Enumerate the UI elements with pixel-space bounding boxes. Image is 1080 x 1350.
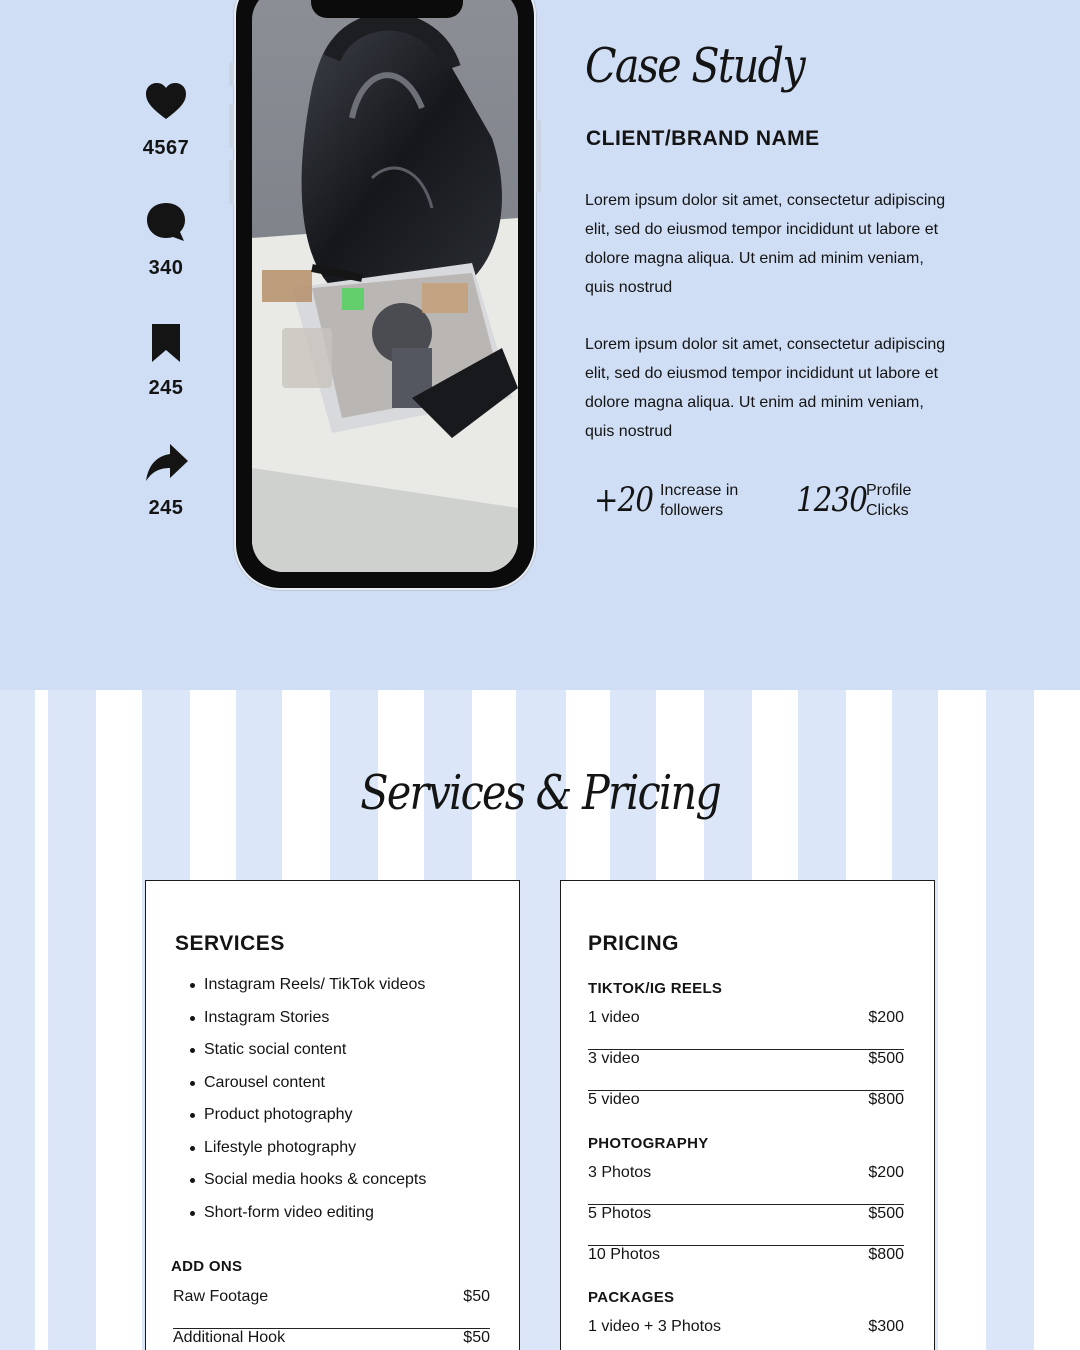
case-study-paragraph: Lorem ipsum dolor sit amet, consectetur adipiscing elit, sed do eiusmod tempor incididunt ut labore et dolore magna aliqua. Ut enim ad minim veniam, quis nostrud	[585, 192, 946, 296]
price-row	[588, 1091, 904, 1132]
phone-screen-photo	[252, 0, 518, 572]
price-row-name: Additional Hook	[173, 1329, 286, 1346]
price-row-price: $500	[868, 1050, 904, 1067]
list-item: Lifestyle photography	[190, 1135, 426, 1168]
phone-side-button	[229, 104, 234, 148]
metric-clicks-value: 1230	[796, 480, 867, 520]
phone-side-button	[229, 160, 234, 204]
services-list	[190, 972, 426, 1232]
price-row-price: $50	[463, 1329, 490, 1346]
price-row-price: $500	[868, 1205, 904, 1222]
comments-stat	[116, 200, 216, 280]
metric-label-line: Profile	[866, 482, 912, 499]
price-row-price: $800	[868, 1246, 904, 1263]
price-row	[173, 1288, 490, 1329]
metric-label-line: followers	[660, 502, 724, 519]
list-item: Carousel content	[190, 1070, 426, 1103]
list-item: Product photography	[190, 1102, 426, 1135]
services-heading: SERVICES	[175, 932, 285, 955]
metric-followers-value: +20	[594, 480, 654, 520]
likes-count: 4567	[142, 137, 190, 159]
product-photo	[252, 0, 518, 572]
price-row-name: 1 video	[588, 1009, 640, 1026]
price-row-price: $200	[868, 1164, 904, 1181]
price-row	[173, 1329, 490, 1350]
list-item: Social media hooks & concepts	[190, 1167, 426, 1200]
addons-heading: ADD ONS	[171, 1258, 243, 1275]
pricing-group-heading: TIKTOK/IG REELS	[588, 980, 723, 997]
saves-count: 245	[148, 377, 184, 399]
price-row-name: 3 Photos	[588, 1164, 652, 1181]
price-row-name: Raw Footage	[173, 1288, 269, 1305]
price-row-name: 3 video	[588, 1050, 640, 1067]
price-row-price: $800	[868, 1091, 904, 1108]
price-row	[588, 1164, 904, 1205]
price-row	[588, 1246, 904, 1287]
metric-clicks-label	[866, 481, 911, 521]
price-row-name: 1 video + 3 Photos	[588, 1318, 721, 1335]
services-pricing-title	[0, 765, 1080, 821]
client-brand-name: CLIENT/BRAND NAME	[586, 127, 820, 150]
list-item: Instagram Reels/ TikTok videos	[190, 972, 426, 1005]
comment-icon	[144, 200, 188, 244]
price-row-price: $50	[463, 1288, 490, 1305]
case-study-title: Case Study	[585, 38, 804, 94]
phone-side-button	[229, 62, 234, 86]
bookmark-icon	[144, 320, 188, 364]
case-study-paragraph: Lorem ipsum dolor sit amet, consectetur adipiscing elit, sed do eiusmod tempor incididunt ut labore et dolore magna aliqua. Ut enim ad minim veniam, quis nostrud	[585, 336, 946, 440]
price-row	[588, 1050, 904, 1091]
metric-followers-label	[660, 481, 738, 521]
price-row-name: 5 video	[588, 1091, 640, 1108]
price-row	[588, 1205, 904, 1246]
heart-icon	[144, 80, 188, 124]
list-item: Short-form video editing	[190, 1200, 426, 1233]
list-item: Static social content	[190, 1037, 426, 1070]
likes-stat	[116, 80, 216, 160]
price-row-price: $300	[868, 1318, 904, 1335]
metric-label-line: Increase in	[660, 482, 739, 499]
price-row-price: $200	[868, 1009, 904, 1026]
saves-stat	[116, 320, 216, 400]
shares-stat	[116, 440, 216, 520]
phone-mockup	[234, 0, 536, 590]
phone-side-button	[536, 120, 541, 192]
shares-count: 245	[148, 497, 184, 519]
list-item: Instagram Stories	[190, 1005, 426, 1038]
metric-label-line: Clicks	[866, 502, 909, 519]
price-row-name: 5 Photos	[588, 1205, 652, 1222]
price-row	[588, 1009, 904, 1050]
pricing-heading: PRICING	[588, 932, 680, 955]
comments-count: 340	[148, 257, 184, 279]
pricing-group-heading: PACKAGES	[588, 1289, 675, 1306]
phone-notch	[311, 0, 463, 18]
pricing-group-heading: PHOTOGRAPHY	[588, 1135, 709, 1152]
share-icon	[144, 440, 188, 484]
price-row-name: 10 Photos	[588, 1246, 661, 1263]
services-pricing-title-text: Services & Pricing	[360, 765, 720, 821]
price-row	[588, 1318, 904, 1350]
